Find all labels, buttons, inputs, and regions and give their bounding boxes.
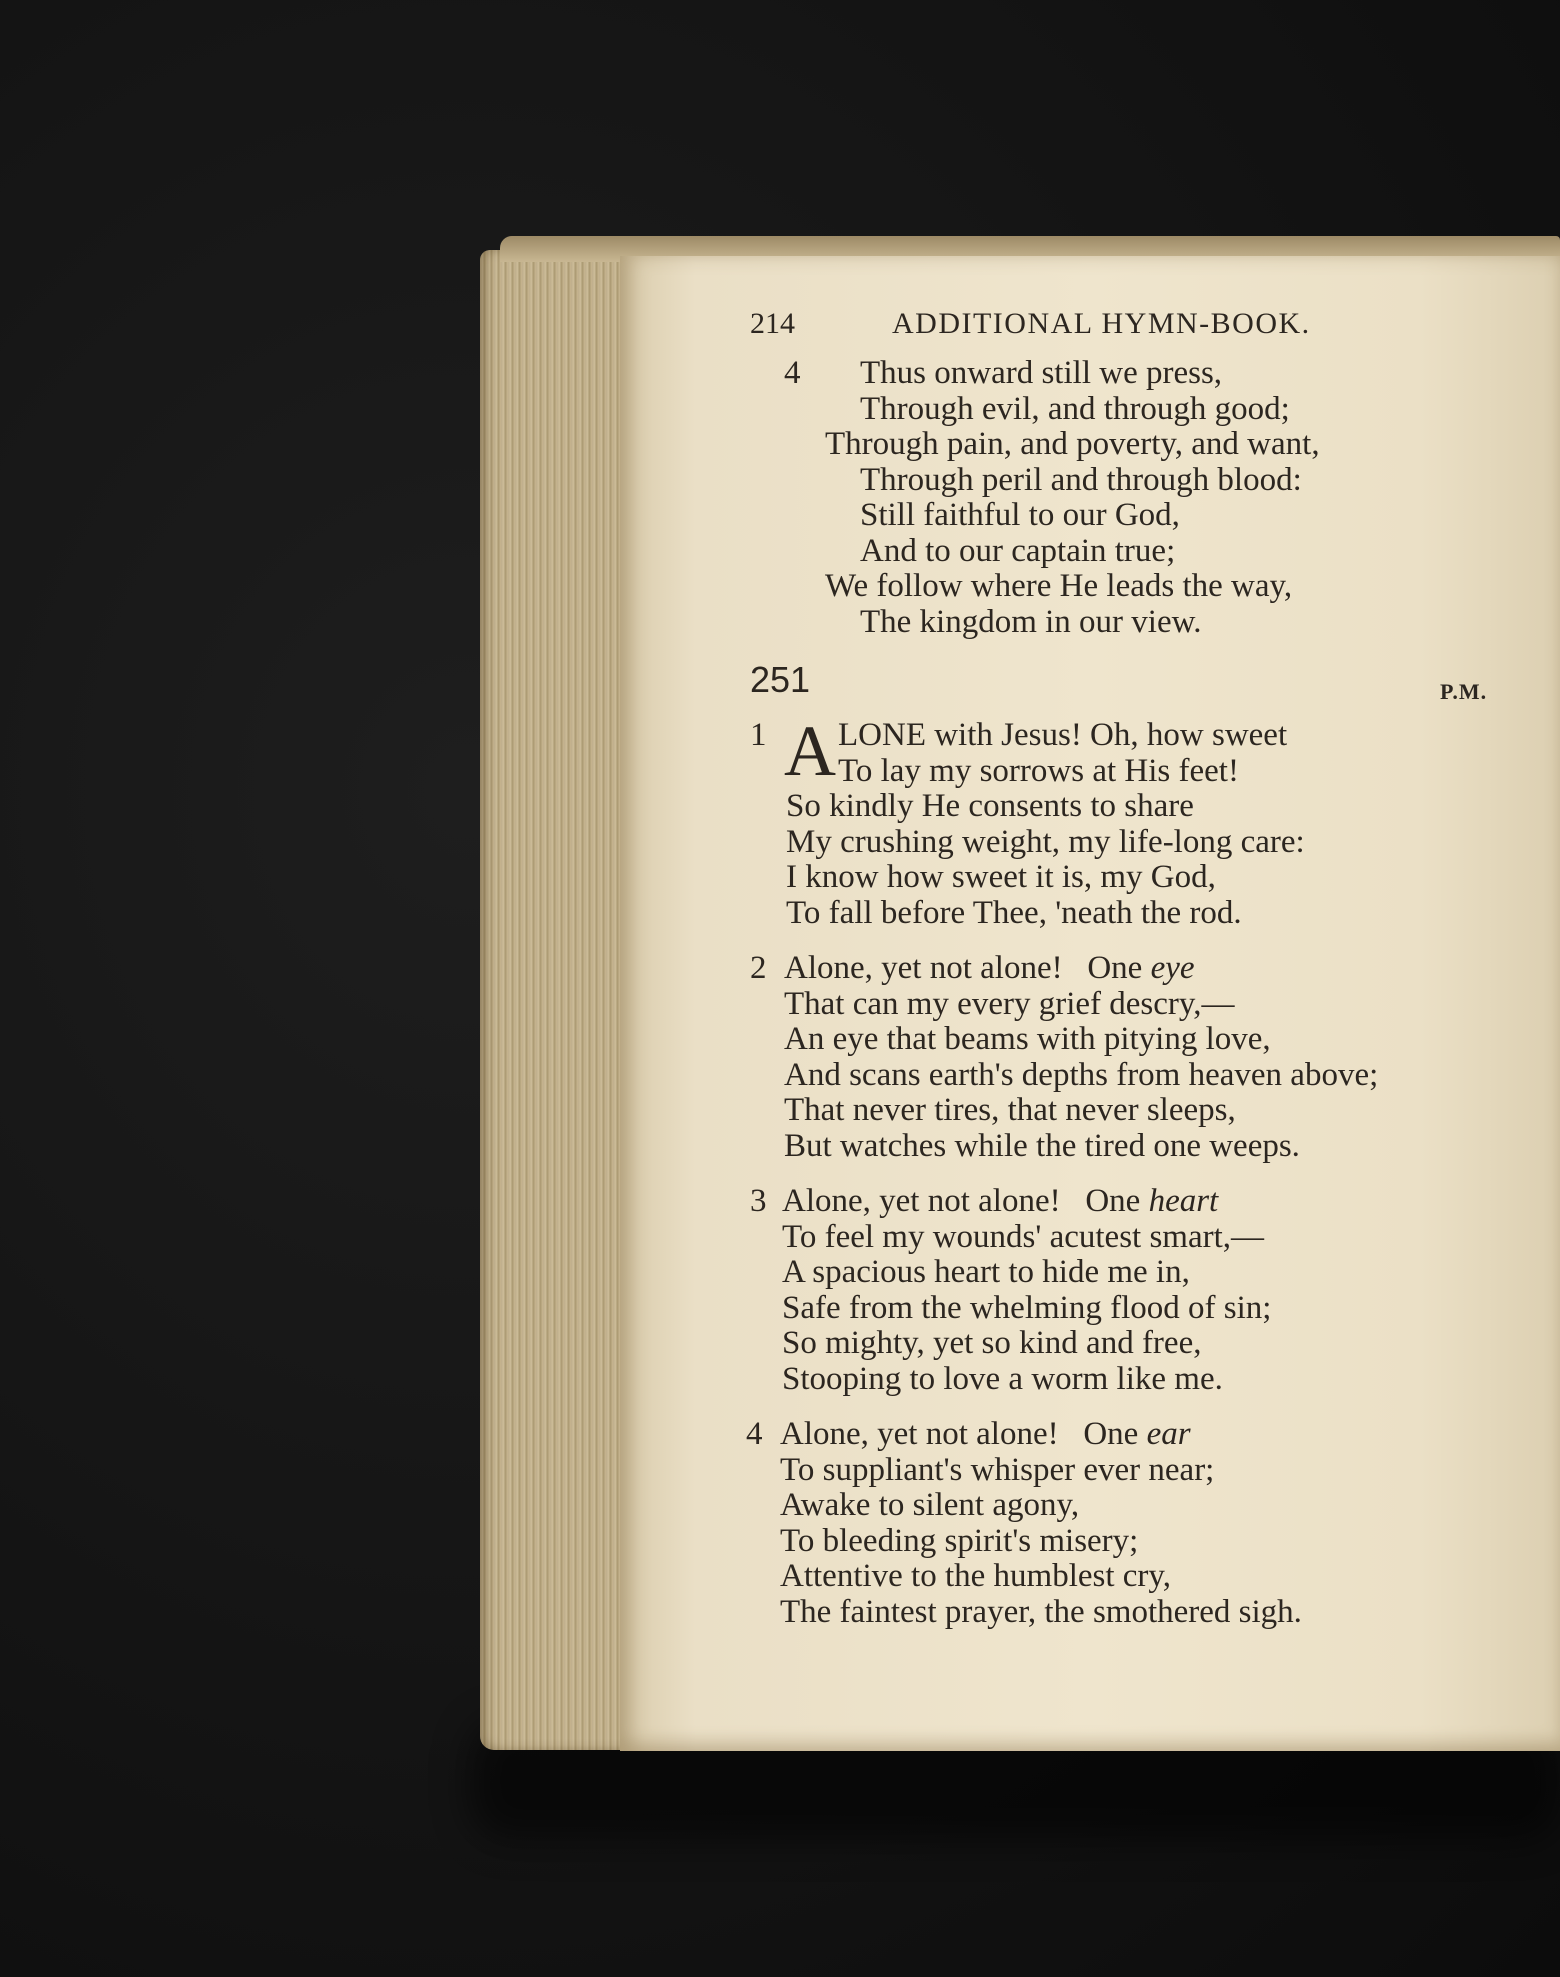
verse-first-line	[750, 1184, 1530, 1220]
verse-line: Through peril and through blood:	[860, 461, 1302, 498]
emphasis-word: ear	[1146, 1416, 1191, 1452]
verse-number: 4	[784, 355, 801, 391]
verse-line: And to our captain true;	[860, 532, 1176, 569]
verse-line: Safe from the whelming flood of sin;	[782, 1289, 1272, 1326]
hymn-verse-4	[746, 1416, 1530, 1630]
verse-line: The faintest prayer, the smothered sigh.	[780, 1593, 1302, 1630]
verse-line: That can my every grief descry,—	[784, 985, 1235, 1022]
verse-number: 3	[750, 1183, 767, 1219]
hymn-verse-2	[750, 951, 1530, 1164]
verse-line: LONE with Jesus! Oh, how sweet	[838, 717, 1288, 753]
verse-line: I know how sweet it is, my God,	[786, 859, 1216, 895]
verse-line: Through evil, and through good;	[860, 390, 1290, 427]
page-text-block	[746, 306, 1530, 1650]
verse-line-text: Alone, yet not alone! One	[782, 1183, 1149, 1219]
verse-number: 1	[750, 717, 767, 753]
hymn-verse-1	[750, 711, 1530, 931]
verse-number: 2	[750, 950, 767, 986]
book	[480, 236, 1560, 1766]
drop-cap: A	[784, 711, 836, 791]
verse-line: To bleeding spirit's misery;	[780, 1522, 1139, 1559]
hymn-heading	[750, 659, 1530, 718]
hymn-verse-3	[750, 1184, 1530, 1397]
emphasis-word: heart	[1148, 1183, 1219, 1219]
verse-first-line	[750, 951, 1530, 987]
verse-line: A spacious heart to hide me in,	[782, 1254, 1190, 1290]
page-number: 214	[750, 307, 795, 340]
verse-line: My crushing weight, my life-long care:	[786, 823, 1305, 860]
verse-line: To lay my sorrows at His feet!	[838, 752, 1239, 789]
verse-line: Thus onward still we press,	[860, 355, 1223, 391]
verse-line: To fall before Thee, 'neath the rod.	[786, 894, 1242, 931]
hymn-meter: P.M.	[1440, 679, 1488, 704]
verse-line: That never tires, that never sleeps,	[784, 1092, 1236, 1128]
verse-line: The kingdom in our view.	[860, 603, 1202, 640]
running-title: ADDITIONAL HYMN-BOOK.	[892, 307, 1311, 340]
hymn-number: 251	[750, 659, 811, 700]
verse-line: Stooping to love a worm like me.	[782, 1360, 1223, 1397]
verse-line: So mighty, yet so kind and free,	[782, 1325, 1202, 1361]
emphasis-word: eye	[1150, 950, 1195, 986]
continuation-verse	[750, 356, 1530, 640]
verse-first-line	[750, 1417, 1530, 1453]
book-page	[620, 256, 1560, 1751]
verse-number: 4	[746, 1416, 763, 1452]
verse-line: Awake to silent agony,	[780, 1487, 1080, 1523]
page-header	[750, 306, 1530, 356]
verse-line: So kindly He consents to share	[786, 788, 1194, 824]
verse-line: And scans earth's depths from heaven above;	[784, 1056, 1379, 1093]
verse-line: Still faithful to our God,	[860, 497, 1180, 533]
verse-line: But watches while the tired one weeps.	[784, 1127, 1300, 1164]
verse-line: To suppliant's whisper ever near;	[780, 1451, 1215, 1488]
verse-line: An eye that beams with pitying love,	[784, 1021, 1271, 1057]
page-edges	[480, 250, 630, 1750]
verse-line-text: Alone, yet not alone! One	[784, 950, 1151, 986]
verse-line: We follow where He leads the way,	[825, 568, 1293, 604]
verse-line-text: Alone, yet not alone! One	[780, 1416, 1147, 1452]
verse-line: Attentive to the humblest cry,	[780, 1558, 1172, 1594]
verse-line: To feel my wounds' acutest smart,—	[782, 1218, 1265, 1255]
verse-line: Through pain, and poverty, and want,	[825, 426, 1320, 462]
